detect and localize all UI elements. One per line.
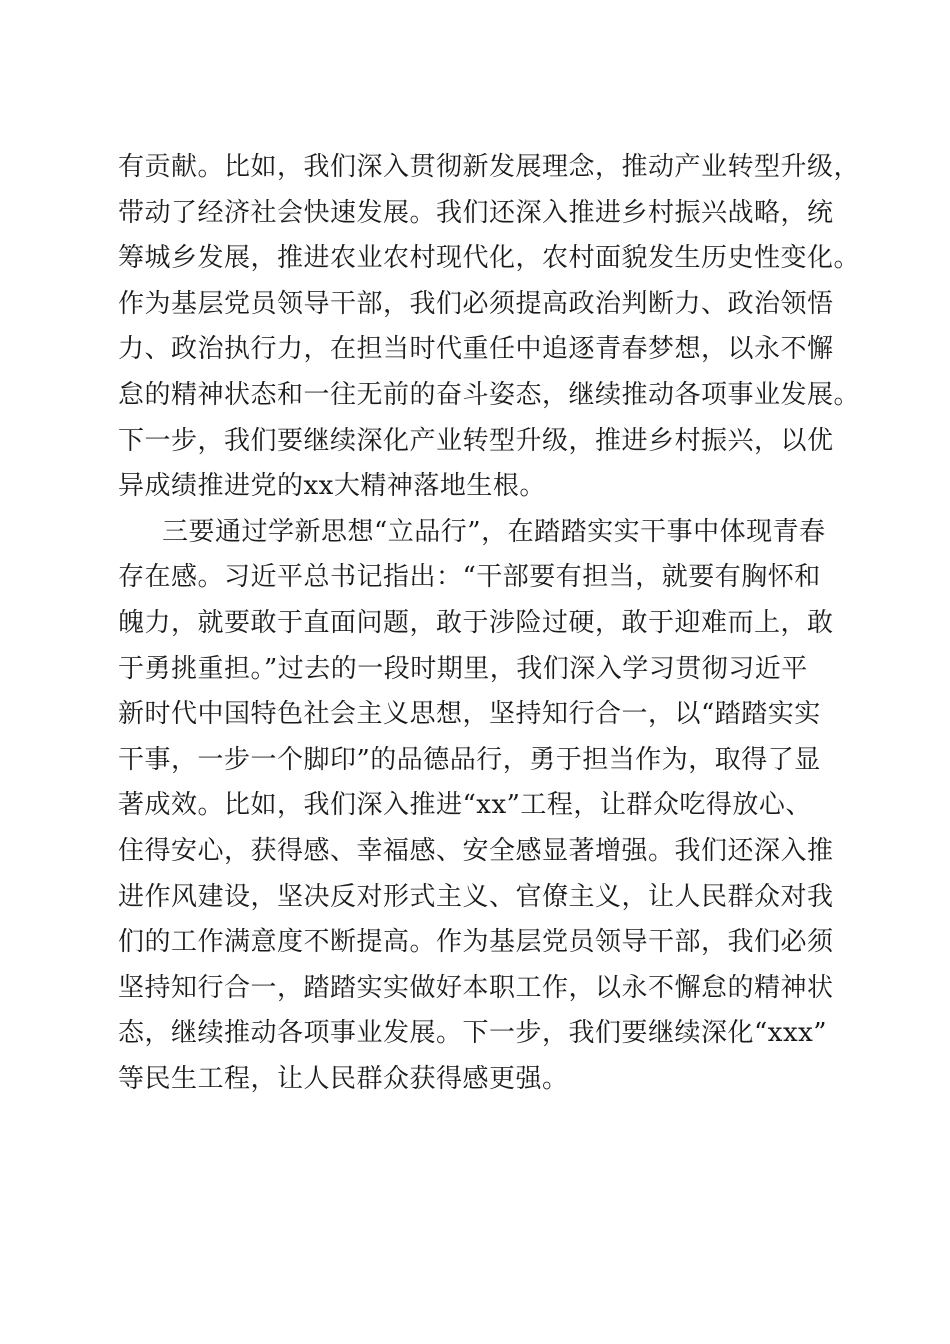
text-line: 新时代中国特色社会主义思想，坚持知行合一，以“踏踏实实 xyxy=(118,699,821,730)
text-line: 坚持知行合一，踏踏实实做好本职工作，以永不懈怠的精神状 xyxy=(118,972,834,1003)
text-line: 存在感。习近平总书记指出：“干部要有担当，就要有胸怀和 xyxy=(118,562,821,593)
text-line: 们的工作满意度不断提高。作为基层党员领导干部，我们必须 xyxy=(118,927,834,958)
text-line: 下一步，我们要继续深化产业转型升级，推进乡村振兴，以优 xyxy=(118,425,834,456)
text-line: 力、政治执行力，在担当时代重任中追逐青春梦想，以永不懈 xyxy=(118,334,834,365)
text-line: 有贡献。比如，我们深入贯彻新发展理念，推动产业转型升级， xyxy=(118,152,861,182)
text-line: 进作风建设，坚决反对形式主义、官僚主义，让人民群众对我 xyxy=(118,881,834,912)
body-text xyxy=(118,145,861,1102)
text-line: 干事，一步一个脚印”的品德品行，勇于担当作为，取得了显 xyxy=(118,744,821,775)
text-line: 作为基层党员领导干部，我们必须提高政治判断力、政治领悟 xyxy=(118,288,834,319)
paragraph-start-line: 三要通过学新思想“立品行”，在踏踏实实干事中体现青春 xyxy=(162,516,826,547)
text-line: 筹城乡发展，推进农业农村现代化，农村面貌发生历史性变化。 xyxy=(118,243,861,274)
text-line: 魄力，就要敢于直面问题，敢于涉险过硬，敢于迎难而上，敢 xyxy=(118,607,834,638)
text-line: 怠的精神状态和一往无前的奋斗姿态，继续推动各项事业发展。 xyxy=(118,379,861,410)
text-line: 著成效。比如，我们深入推进“xx”工程，让群众吃得放心、 xyxy=(118,790,812,821)
text-line: 带动了经济社会快速发展。我们还深入推进乡村振兴战略，统 xyxy=(118,197,834,228)
text-line: 于勇挑重担。”过去的一段时期里，我们深入学习贯彻习近平 xyxy=(118,653,808,684)
text-line: 态，继续推动各项事业发展。下一步，我们要继续深化“xxx” xyxy=(118,1018,828,1049)
text-line: 异成绩推进党的xx大精神落地生根。 xyxy=(118,471,546,502)
text-line: 等民生工程，让人民群众获得感更强。 xyxy=(118,1063,569,1094)
text-line: 住得安心，获得感、幸福感、安全感显著增强。我们还深入推 xyxy=(118,835,834,866)
